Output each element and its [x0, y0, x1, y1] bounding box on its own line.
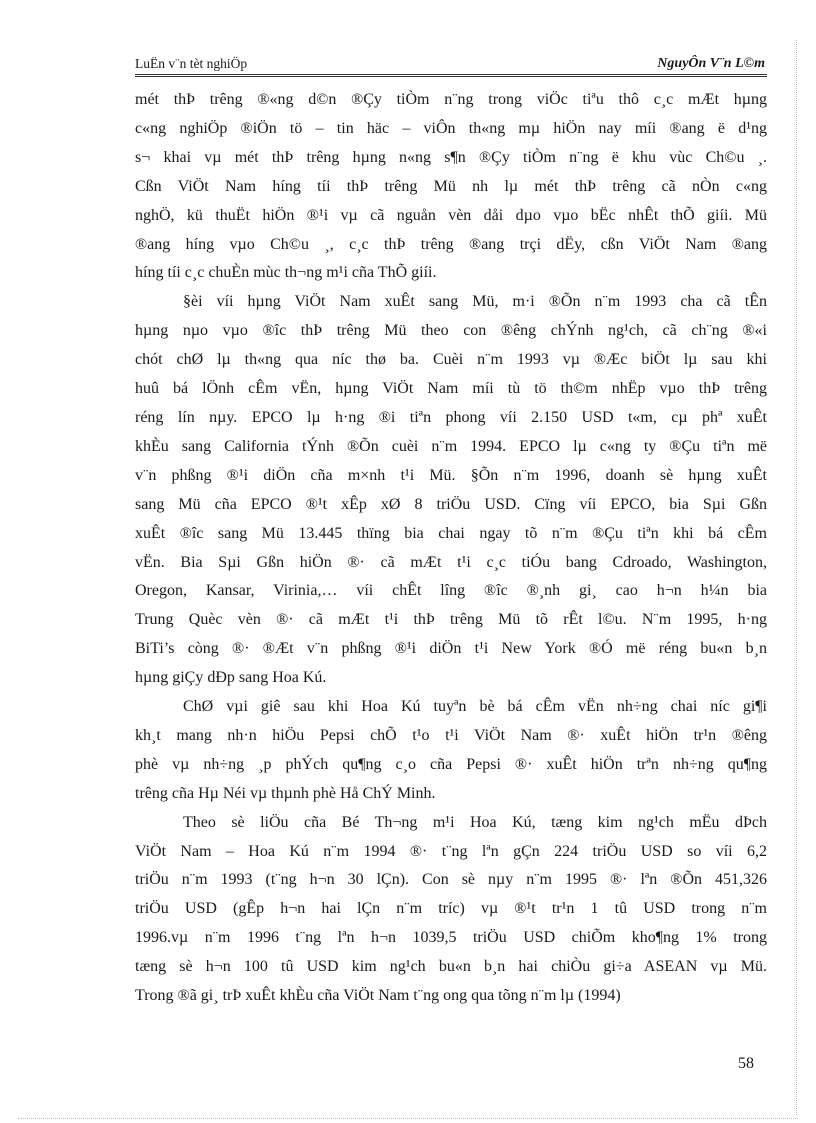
page-header [135, 50, 765, 72]
text-line: s¬ khai vµ mét thÞ trêng hµng n«ng s¶n ®Çy tiÒm n¨ng ë khu vùc Ch©u ¸. [135, 148, 767, 166]
paragraph [135, 809, 767, 1011]
page-number: 58 [738, 1055, 754, 1072]
text-line: chót chØ lµ th«ng qua níc thø ba. Cuèi n¨m 1993 vµ ®Æc biÖt lµ sau khi [135, 351, 767, 369]
header-rule [135, 74, 767, 75]
paragraph [135, 288, 767, 693]
text-line: mét thÞ trêng ®«ng d©n ®Çy tiÒm n¨ng trong viÖc tiªu thô c¸c mÆt hµng [135, 91, 767, 108]
header-rule-double [135, 76, 767, 77]
text-line: hµng nµo vµo ®îc thÞ trêng Mü theo con ®êng chÝnh ng¹ch, cã ch¨ng ®«i [135, 322, 767, 340]
text-line: vËn. Bia Sµi Gßn hiÖn ®· cã mÆt t¹i c¸c tiÓu bang Cdroado, Washington, [135, 553, 767, 571]
text-line: v¨n phßng ®¹i diÖn cña m×nh t¹i Mü. §Õn n¨m 1996, doanh sè hµng xuÊt [135, 466, 767, 484]
text-line: phè vµ nh÷ng ¸p phÝch qu¶ng c¸o cña Pepsi ®· xuÊt hiÖn trªn nh÷ng qu¶ng [135, 755, 767, 773]
text-line: huû bá lÖnh cÊm vËn, hµng ViÖt Nam míi tù tö th©m nhËp vµo thÞ trêng [135, 380, 767, 398]
text-line: Oregon, Kansar, Virinia,… víi chÊt lîng ®îc ®¸nh gi¸ cao h¬n h¼n bia [135, 582, 767, 600]
text-line: Theo sè liÖu cña Bé Th¬ng m¹i Hoa Kú, tæng kim ng¹ch mËu dÞch [183, 813, 767, 831]
text-line: ChØ vµi giê sau khi Hoa Kú tuyªn bè bá cÊm vËn nh÷ng chai níc gi¶i [183, 698, 767, 716]
text-line: híng tíi c¸c chuÈn mùc th¬ng m¹i cña ThÕ giíi. [135, 264, 437, 282]
thesis-label: LuËn v¨n tèt nghiÖp [135, 56, 248, 71]
text-line: tæng sè h¬n 100 tû USD kim ng¹ch bu«n b¸n hai chiÒu gi÷a ASEAN vµ Mü. [135, 958, 767, 976]
text-line: BiTi’s còng ®· ®Æt v¨n phßng ®¹i diÖn t¹i New York ®Ó më réng bu«n b¸n [135, 640, 767, 658]
text-line: kh¸t mang nh·n hiÖu Pepsi chÕ t¹o t¹i ViÖt Nam ®· xuÊt hiÖn tr¹n ®êng [135, 726, 767, 744]
page-edge-bottom [18, 1118, 798, 1119]
text-line: Trung Quèc vèn ®· cã mÆt t¹i thÞ trêng Mü tõ rÊt l©u. N¨m 1995, h·ng [135, 611, 767, 629]
author-name: NguyÔn V¨n L©m [657, 56, 765, 71]
text-line: trêng cña Hµ Néi vµ thµnh phè Hå ChÝ Minh. [135, 784, 436, 802]
text-line: 1996.vµ n¨m 1996 t¨ng lªn h¬n 1039,5 triÖu USD chiÕm kho¶ng 1% trong [135, 929, 767, 947]
text-line: réng lín nµy. EPCO lµ h·ng ®i tiªn phong víi 2.150 USD t«m, cµ phª xuÊt [135, 408, 767, 426]
text-line: ®ang híng vµo Ch©u ¸, c¸c thÞ trêng ®ang trçi dËy, cßn ViÖt Nam ®ang [135, 235, 767, 253]
text-line: triÖu USD (gÊp h¬n hai lÇn n¨m tríc) vµ ®¹t tr¹n 1 tû USD trong n¨m [135, 900, 767, 918]
text-line: sang Mü cña EPCO ®¹t xÊp xØ 8 triÖu USD. Cïng víi EPCO, bia Sµi Gßn [135, 495, 767, 513]
text-line: Trong ®ã gi¸ trÞ xuÊt khÈu cña ViÖt Nam t¨ng ong qua tõng n¨m lµ (1994) [135, 987, 621, 1005]
text-line: Cßn ViÖt Nam híng tíi thÞ trêng Mü nh lµ mét thÞ trêng cã nÒn c«ng [135, 177, 767, 195]
page-edge-right [796, 40, 797, 1115]
text-line: triÖu n¨m 1993 (t¨ng h¬n 30 lÇn). Con sè nµy n¨m 1995 ®· lªn ®Õn 451,326 [135, 871, 767, 889]
text-line: c«ng nghiÖp ®iÖn tö – tin häc – viÔn th«ng mµ hiÖn nay míi ®ang ë d¹ng [135, 119, 767, 137]
paragraph [135, 693, 767, 809]
text-line: ViÖt Nam – Hoa Kú n¨m 1994 ®· t¨ng lªn gÇn 224 triÖu USD so víi 6,2 [135, 842, 767, 860]
text-line: khÈu sang California tÝnh ®Õn cuèi n¨m 1994. EPCO lµ c«ng ty ®Çu tiªn më [135, 437, 767, 455]
text-line: nghÖ, kü thuËt hiÖn ®¹i vµ cã nguån vèn dåi dµo vµo bËc nhÊt thÕ giíi. Mü [135, 206, 767, 224]
text-line: §èi víi hµng ViÖt Nam xuÊt sang Mü, m·i ®Õn n¨m 1993 cha cã tÊn [183, 293, 767, 311]
text-line: hµng giÇy dÐp sang Hoa Kú. [135, 669, 327, 687]
text-line: xuÊt ®îc sang Mü 13.445 thïng bia chai ngay tõ n¨m ®Çu tiªn khi bá cÊm [135, 524, 767, 542]
paragraph [135, 86, 767, 288]
body-text [135, 86, 767, 1011]
